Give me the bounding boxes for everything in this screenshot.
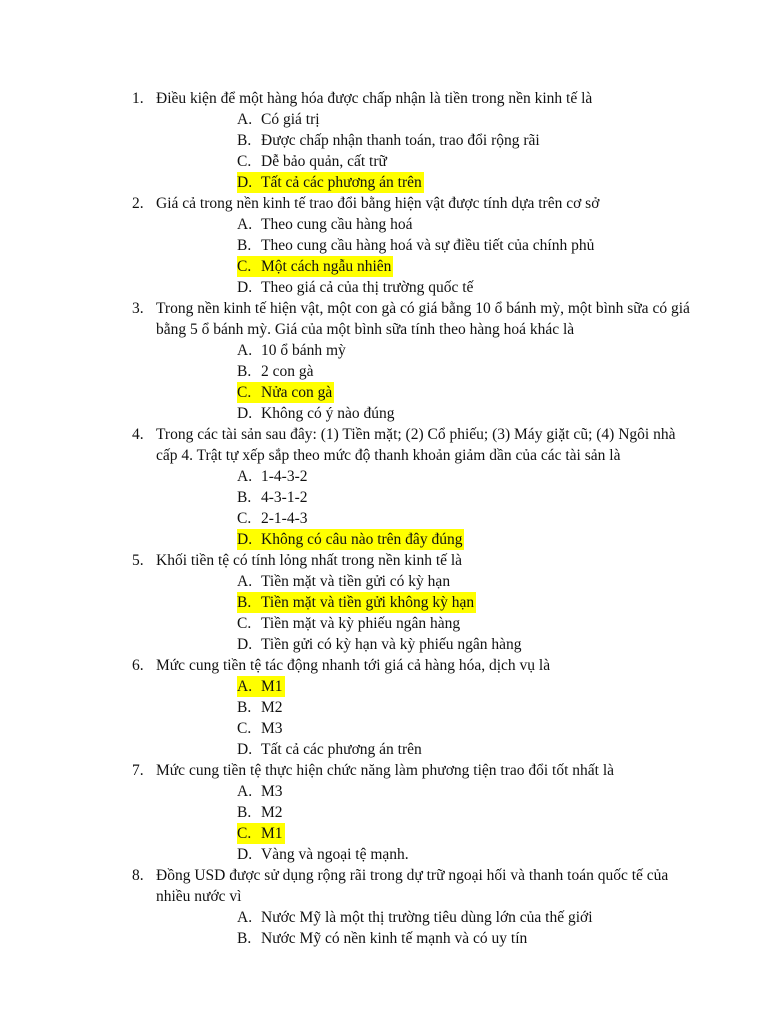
option-letter: C.: [237, 510, 252, 527]
question-stem: [0, 298, 768, 340]
answer-option: [0, 340, 768, 361]
option-text: M1: [261, 678, 283, 695]
answer-option-highlighted: [0, 172, 768, 193]
question-1: [0, 88, 768, 193]
option-text: Dễ bảo quản, cất trữ: [261, 153, 387, 170]
option-content: [237, 907, 595, 928]
option-text: M3: [261, 783, 283, 800]
option-content: [237, 739, 424, 760]
answer-option: [0, 571, 768, 592]
question-6: [0, 655, 768, 760]
option-text: M1: [261, 825, 283, 842]
option-content: [237, 487, 310, 508]
answer-option: [0, 403, 768, 424]
question-number: 1.: [132, 90, 144, 107]
answer-option-highlighted: [0, 256, 768, 277]
answer-option-highlighted: [0, 676, 768, 697]
option-content: [237, 802, 285, 823]
option-content: [237, 844, 411, 865]
answer-option: [0, 214, 768, 235]
option-content: [237, 529, 464, 550]
option-text: Vàng và ngoại tệ mạnh.: [261, 846, 409, 863]
option-letter: D.: [237, 846, 253, 863]
option-content: [237, 676, 285, 697]
answer-option: [0, 361, 768, 382]
option-text: Không có ý nào đúng: [261, 405, 395, 422]
answer-option: [0, 844, 768, 865]
option-content: [237, 130, 542, 151]
question-7: [0, 760, 768, 865]
option-content: [237, 571, 452, 592]
option-text: 2 con gà: [261, 363, 314, 380]
question-8: [0, 865, 768, 949]
option-letter: B.: [237, 699, 252, 716]
option-text: M2: [261, 699, 283, 716]
answer-option: [0, 151, 768, 172]
question-4: [0, 424, 768, 550]
option-text: Tất cả các phương án trên: [261, 174, 422, 191]
option-text: Tiền gửi có kỳ hạn và kỳ phiếu ngân hàng: [261, 636, 522, 653]
option-letter: C.: [237, 384, 252, 401]
option-content: [237, 235, 596, 256]
answer-option-highlighted: [0, 382, 768, 403]
answer-option: [0, 697, 768, 718]
question-text: Trong nền kinh tế hiện vật, một con gà có giá bằng 10 ổ bánh mỳ, một bình sữa có giá bằng 5 ổ bánh mỳ. Giá của một bình sữa tính theo hàng hoá khác là: [156, 300, 690, 338]
option-letter: B.: [237, 489, 252, 506]
option-letter: A.: [237, 678, 253, 695]
option-content: [237, 256, 393, 277]
answer-option: [0, 928, 768, 949]
option-letter: A.: [237, 216, 253, 233]
answer-option-highlighted: [0, 823, 768, 844]
option-content: [237, 382, 334, 403]
question-2: [0, 193, 768, 298]
option-text: Theo cung cầu hàng hoá và sự điều tiết của chính phủ: [261, 237, 595, 254]
question-stem: [0, 88, 768, 109]
option-text: 4-3-1-2: [261, 489, 308, 506]
answer-option: [0, 277, 768, 298]
option-text: Tiền mặt và tiền gửi có kỳ hạn: [261, 573, 451, 590]
answer-options: [0, 781, 768, 865]
question-5: [0, 550, 768, 655]
answer-option-highlighted: [0, 592, 768, 613]
option-content: [237, 151, 389, 172]
answer-option: [0, 466, 768, 487]
option-letter: A.: [237, 111, 253, 128]
answer-options: [0, 214, 768, 298]
question-stem: [0, 424, 768, 466]
answer-option: [0, 508, 768, 529]
option-letter: D.: [237, 636, 253, 653]
option-content: [237, 781, 285, 802]
option-letter: B.: [237, 594, 252, 611]
option-text: Nước Mỹ là một thị trường tiêu dùng lớn của thế giới: [261, 909, 593, 926]
question-text: Khối tiền tệ có tính lỏng nhất trong nền kinh tế là: [156, 552, 463, 569]
option-content: [237, 466, 310, 487]
option-content: [237, 613, 462, 634]
option-letter: C.: [237, 153, 252, 170]
option-letter: A.: [237, 342, 253, 359]
question-number: 3.: [132, 300, 144, 317]
answer-options: [0, 109, 768, 193]
option-text: Được chấp nhận thanh toán, trao đổi rộng rãi: [261, 132, 540, 149]
option-text: Nửa con gà: [261, 384, 333, 401]
option-letter: B.: [237, 930, 252, 947]
option-text: 2-1-4-3: [261, 510, 308, 527]
question-text: Giá cả trong nền kinh tế trao đổi bằng hiện vật được tính dựa trên cơ sở: [156, 195, 600, 212]
answer-option-highlighted: [0, 529, 768, 550]
question-number: 5.: [132, 552, 144, 569]
option-text: Một cách ngẫu nhiên: [261, 258, 392, 275]
option-letter: A.: [237, 468, 253, 485]
option-content: [237, 172, 424, 193]
option-text: Tất cả các phương án trên: [261, 741, 422, 758]
answer-option: [0, 907, 768, 928]
option-text: 10 ổ bánh mỳ: [261, 342, 346, 359]
option-letter: D.: [237, 174, 253, 191]
answer-option: [0, 802, 768, 823]
option-content: [237, 340, 348, 361]
option-content: [237, 634, 524, 655]
question-number: 8.: [132, 867, 144, 884]
option-content: [237, 928, 529, 949]
question-stem: [0, 760, 768, 781]
question-number: 7.: [132, 762, 144, 779]
answer-options: [0, 466, 768, 550]
answer-option: [0, 613, 768, 634]
option-letter: C.: [237, 615, 252, 632]
option-content: [237, 214, 415, 235]
option-text: M2: [261, 804, 283, 821]
answer-option: [0, 739, 768, 760]
question-number: 6.: [132, 657, 144, 674]
option-letter: C.: [237, 258, 252, 275]
answer-option: [0, 634, 768, 655]
option-content: [237, 697, 285, 718]
option-letter: B.: [237, 237, 252, 254]
answer-options: [0, 571, 768, 655]
option-letter: B.: [237, 132, 252, 149]
option-text: Tiền mặt và tiền gửi không kỳ hạn: [261, 594, 475, 611]
option-letter: A.: [237, 909, 253, 926]
option-content: [237, 592, 476, 613]
option-text: Theo cung cầu hàng hoá: [261, 216, 413, 233]
option-letter: C.: [237, 720, 252, 737]
answer-option: [0, 781, 768, 802]
option-letter: D.: [237, 405, 253, 422]
option-content: [237, 508, 310, 529]
option-text: Tiền mặt và kỳ phiếu ngân hàng: [261, 615, 461, 632]
answer-options: [0, 340, 768, 424]
question-stem: [0, 550, 768, 571]
question-stem: [0, 865, 768, 907]
question-text: Trong các tài sản sau đây: (1) Tiền mặt; (2) Cổ phiếu; (3) Máy giặt cũ; (4) Ngôi nhà cấp 4. Trật tự xếp sắp theo mức độ thanh khoản giảm dần của các tài sản là: [156, 426, 676, 464]
question-stem: [0, 655, 768, 676]
question-text: Điều kiện để một hàng hóa được chấp nhận là tiền trong nền kinh tế là: [156, 90, 593, 107]
answer-options: [0, 907, 768, 949]
option-letter: A.: [237, 783, 253, 800]
option-text: Không có câu nào trên đây đúng: [261, 531, 463, 548]
option-content: [237, 718, 285, 739]
answer-option: [0, 718, 768, 739]
option-content: [237, 361, 316, 382]
question-text: Đồng USD được sử dụng rộng rãi trong dự trữ ngoại hối và thanh toán quốc tế của nhiều nước vì: [156, 867, 669, 905]
answer-option: [0, 130, 768, 151]
option-letter: B.: [237, 363, 252, 380]
option-letter: D.: [237, 531, 253, 548]
option-content: [237, 109, 322, 130]
question-3: [0, 298, 768, 424]
option-text: Theo giá cả của thị trường quốc tế: [261, 279, 474, 296]
option-letter: A.: [237, 573, 253, 590]
answer-option: [0, 487, 768, 508]
question-list: [0, 88, 768, 949]
question-text: Mức cung tiền tệ tác động nhanh tới giá cả hàng hóa, dịch vụ là: [156, 657, 551, 674]
question-number: 4.: [132, 426, 144, 443]
question-text: Mức cung tiền tệ thực hiện chức năng làm phương tiện trao đổi tốt nhất là: [156, 762, 615, 779]
answer-options: [0, 676, 768, 760]
option-text: 1-4-3-2: [261, 468, 308, 485]
option-letter: D.: [237, 741, 253, 758]
option-text: Có giá trị: [261, 111, 320, 128]
option-letter: B.: [237, 804, 252, 821]
option-text: Nước Mỹ có nền kinh tế mạnh và có uy tín: [261, 930, 528, 947]
option-letter: D.: [237, 279, 253, 296]
question-stem: [0, 193, 768, 214]
answer-option: [0, 235, 768, 256]
option-text: M3: [261, 720, 283, 737]
option-content: [237, 277, 475, 298]
option-content: [237, 403, 396, 424]
question-number: 2.: [132, 195, 144, 212]
option-content: [237, 823, 285, 844]
option-letter: C.: [237, 825, 252, 842]
answer-option: [0, 109, 768, 130]
